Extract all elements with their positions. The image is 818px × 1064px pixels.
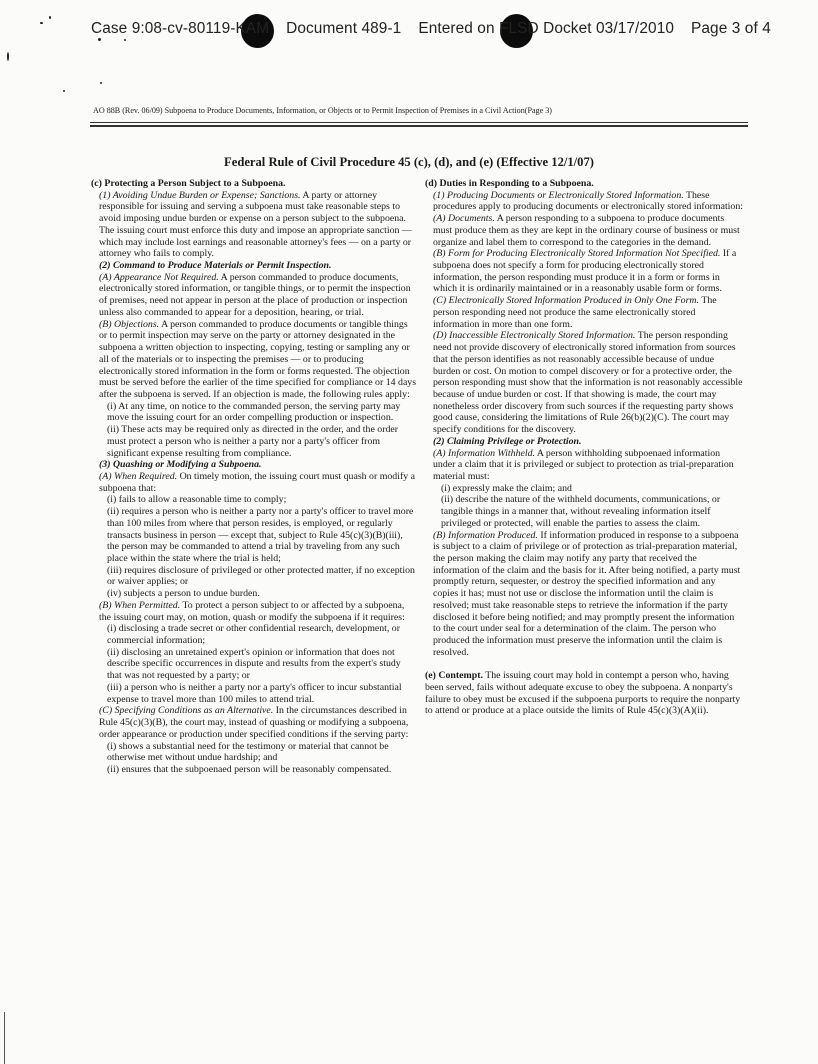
left-column xyxy=(91,178,417,776)
section-d-heading: (d) Duties in Responding to a Subpoena. xyxy=(425,178,594,189)
paragraph-c3A-ii: (ii) requires a person who is neither a party nor a party's officer to travel more than 100 miles from where that person resides, is employed, or regularly transacts business in person — except that, subject to Rule 45(c)(3)(B)(iii), the person may be commanded to attend a trial by traveling from any such place within the state where the trial is held; xyxy=(107,506,414,564)
paragraph-c3A: (A) When Required. On timely motion, the issuing court must quash or modify a subpoena that: xyxy=(99,470,415,494)
paragraph-c3C-ii: (ii) ensures that the subpoenaed person will be reasonably compensated. xyxy=(107,763,392,775)
paragraph-c3B-iii: (iii) a person who is neither a party nor a party's officer to incur substantial expense to travel more than 100 miles to attend trial. xyxy=(107,681,402,705)
paragraph-c1: (1) Avoiding Undue Burden or Expense; Sanctions. A party or attorney responsible for issuing and serving a subpoena must take reasonable steps to avoid imposing undue burden or expense on a person subject to the subpoena. The issuing court must enforce this duty and impose an appropriate sanction — which may include lost earnings and reasonable attorney's fees — on a party or attorney who fails to comply. xyxy=(99,189,412,260)
section-c2-heading: (2) Command to Produce Materials or Permit Inspection. xyxy=(99,260,332,272)
paragraph-c3A-iv: (iv) subjects a person to undue burden. xyxy=(107,588,260,600)
paragraph-e: (e) Contempt. The issuing court may hold in contempt a person who, having been served, fails without adequate excuse to obey the subpoena. A nonparty's failure to obey must be excused if the subpoena purports to require the nonparty to attend or produce at a place outside the limits of Rule 45(c)(3)(A)(ii). xyxy=(425,670,741,717)
scan-speck xyxy=(124,39,126,41)
paragraph-d1D: (D) Inaccessible Electronically Stored Information. The person responding need not provide discovery of electronically stored information from sources that the person identifies as not reasonably accessible because of undue burden or cost. On motion to compel discovery or for a protective order, the person responding must show that the information is not reasonably accessible because of undue burden or cost. If that showing is made, the court may nonetheless order discovery from such sources if the requesting party shows good cause, considering the limitations of Rule 26(b)(2)(C). The court may specify conditions for the discovery. xyxy=(433,330,743,436)
paragraph-c3C: (C) Specifying Conditions as an Alternative. In the circumstances described in Rule 45(c)(3)(B), the court may, instead of quashing or modifying a subpoena, order appearance or production under specified conditions if the serving party: xyxy=(99,705,409,740)
section-d2-heading: (2) Claiming Privilege or Protection. xyxy=(433,435,582,447)
scan-speck xyxy=(7,52,9,61)
filing-header xyxy=(91,20,788,38)
paragraph-c3B: (B) When Permitted. To protect a person subject to or affected by a subpoena, the issuing court may, on motion, quash or modify the subpoena if it requires: xyxy=(99,599,405,623)
scan-speck xyxy=(63,90,65,92)
page-indicator: Page 3 of 4 xyxy=(691,20,771,37)
paragraph-c3B-i: (i) disclosing a trade secret or other confidential research, development, or commercial information; xyxy=(107,623,401,647)
right-column xyxy=(425,178,743,717)
paragraph-d2A: (A) Information Withheld. A person withholding subpoenaed information under a claim that it is privileged or subject to protection as trial-preparation material must: xyxy=(433,447,734,482)
form-identifier: AO 88B (Rev. 06/09) Subpoena to Produce Documents, Information, or Objects or to Permit Inspection of Premises in a Civil Action(Page 3) xyxy=(93,106,552,115)
scan-speck xyxy=(100,82,102,84)
paragraph-d2B: (B) Information Produced. If information produced in response to a subpoena is subject to a claim of privilege or of protection as trial-preparation material, the person making the claim may notify any party that received the information of the claim and the basis for it. After being notified, a party must promptly return, sequester, or destroy the specified information and any copies it has; must not use or disclose the information until the claim is resolved; must take reasonable steps to retrieve the information if the party disclosed it before being notified; and may promptly present the information to the court under seal for a determination of the claim. The person who produced the information must preserve the information until the claim is resolved. xyxy=(433,529,741,658)
paragraph-c2B-ii: (ii) These acts may be required only as directed in the order, and the order must protect a person who is neither a party nor a party's officer from significant expense resulting from compliance. xyxy=(107,424,399,459)
paragraph-c3C-i: (i) shows a substantial need for the testimony or material that cannot be otherwise met without undue hardship; and xyxy=(107,740,389,764)
paragraph-c2B: (B) Objections. A person commanded to produce documents or tangible things or to permit inspection may serve on the party or attorney designated in the subpoena a written objection to inspecting, copying, testing or sampling any or all of the materials or to inspecting the premises — or to producing electronically stored information in the form or forms requested. The objection must be served before the earlier of the time specified for compliance or 14 days after the subpoena is served. If an objection is made, the following rules apply: xyxy=(99,318,417,400)
scan-speck xyxy=(40,22,43,24)
header-rule xyxy=(90,122,748,123)
scan-speck xyxy=(98,38,101,41)
docket-entry: Entered on FLSD Docket 03/17/2010 xyxy=(418,20,675,37)
paragraph-d1: (1) Producing Documents or Electronically Stored Information. These procedures apply to producing documents or electronically stored information: xyxy=(433,189,743,213)
paragraph-d2A-ii: (ii) describe the nature of the withheld documents, communications, or tangible things in a manner that, without revealing information itself privileged or protected, will enable the parties to assess the claim. xyxy=(441,494,721,529)
section-c-heading: (c) Protecting a Person Subject to a Subpoena. xyxy=(91,178,286,189)
paragraph-d1B: (B) Form for Producing Electronically Stored Information Not Specified. If a subpoena does not specify a form for producing electronically stored information, the person responding must produce it in a form or forms in which it is ordinarily maintained or in a reasonably usable form or forms. xyxy=(433,248,737,295)
paragraph-c2B-i: (i) At any time, on notice to the commanded person, the serving party may move the issuing court for an order compelling production or inspection. xyxy=(107,400,401,424)
page-title: Federal Rule of Civil Procedure 45 (c), (d), and (e) (Effective 12/1/07) xyxy=(224,155,594,169)
paragraph-c3A-iii: (iii) requires disclosure of privileged or other protected matter, if no exception or waiver applies; or xyxy=(107,564,415,588)
paragraph-c2A: (A) Appearance Not Required. A person commanded to produce documents, electronically stored information, or tangible things, or to permit the inspection of premises, need not appear in person at the place of production or inspection unless also commanded to appear for a deposition, hearing, or trial. xyxy=(99,271,411,318)
scan-speck xyxy=(49,16,51,19)
header-rule-thick xyxy=(90,125,748,127)
paragraph-c3B-ii: (ii) disclosing an unretained expert's opinion or information that does not describe specific occurrences in dispute and results from the expert's study that was not requested by a party; or xyxy=(107,646,401,682)
document-number: Document 489-1 xyxy=(286,20,402,37)
section-c3-heading: (3) Quashing or Modifying a Subpoena. xyxy=(99,459,262,471)
case-number: Case 9:08-cv-80119-KAM xyxy=(91,20,270,37)
scan-edge-line xyxy=(4,1012,5,1064)
paragraph-d2A-i: (i) expressly make the claim; and xyxy=(441,482,572,494)
paragraph-d1C: (C) Electronically Stored Information Produced in Only One Form. The person responding need not produce the same electronically stored information in more than one form. xyxy=(433,295,717,330)
paragraph-c3A-i: (i) fails to allow a reasonable time to comply; xyxy=(107,494,287,506)
paragraph-d1A: (A) Documents. A person responding to a subpoena to produce documents must produce them as they are kept in the ordinary course of business or must organize and label them to correspond to the categories in the demand. xyxy=(433,213,740,248)
